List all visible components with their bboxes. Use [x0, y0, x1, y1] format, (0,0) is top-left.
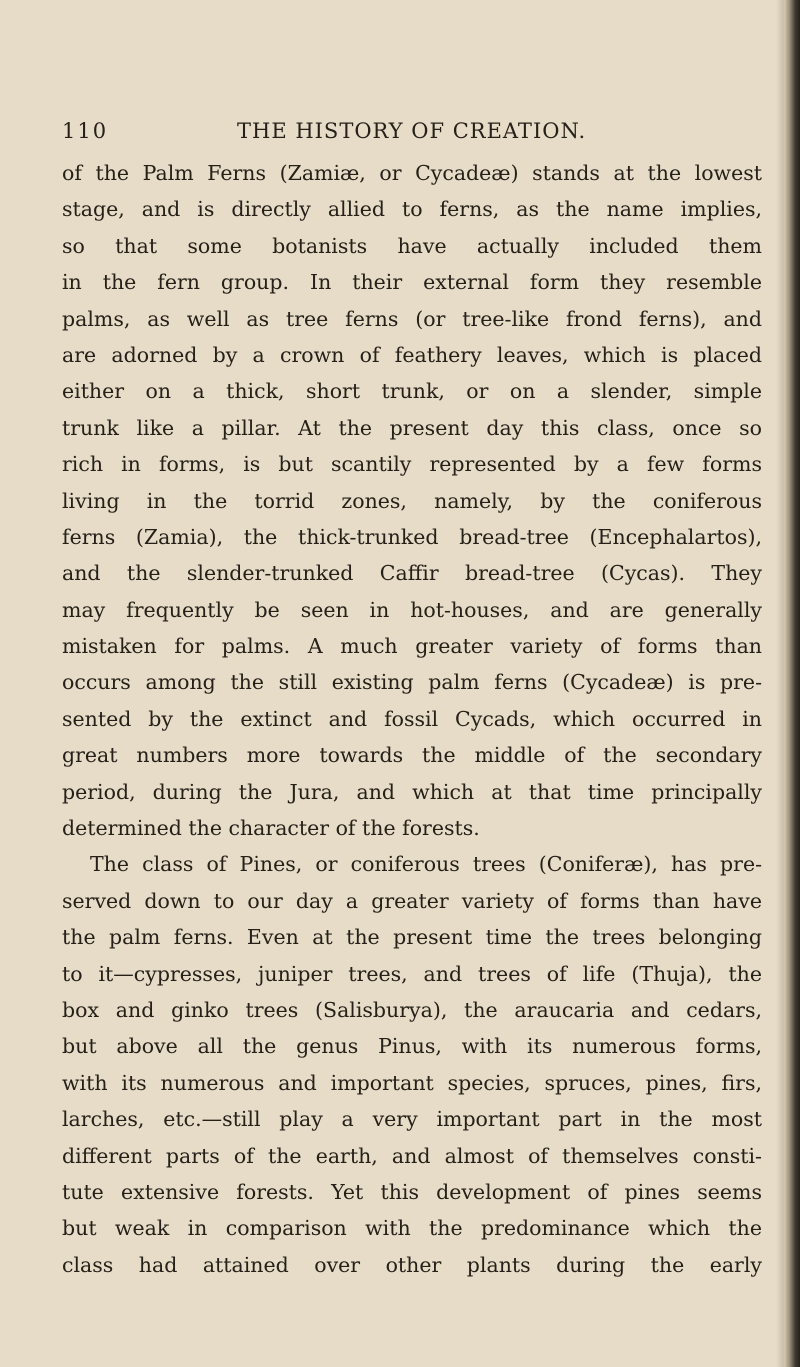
text-line: rich in forms, is but scantily represented by a few forms	[62, 452, 762, 477]
text-line: and the slender-trunked Caffir bread-tree (Cycas). They	[62, 561, 762, 586]
text-line: the palm ferns. Even at the present time the trees belonging	[62, 925, 762, 950]
text-line: larches, etc.—still play a very important part in the most	[62, 1107, 762, 1132]
text-line: with its numerous and important species, spruces, pines, firs,	[62, 1070, 762, 1095]
text-line: of the Palm Ferns (Zamiæ, or Cycadeæ) stands at the lowest	[62, 161, 762, 185]
text-line: served down to our day a greater variety of forms than have	[62, 888, 762, 913]
text-line: may frequently be seen in hot-houses, and are generally	[62, 597, 762, 622]
text-line: tute extensive forests. Yet this development of pines seems	[62, 1179, 762, 1204]
text-line: in the fern group. In their external form they resemble	[62, 270, 762, 295]
running-head: THE HISTORY OF CREATION.	[237, 119, 587, 143]
text-line: sented by the extinct and fossil Cycads, which occurred in	[62, 706, 762, 731]
text-line: occurs among the still existing palm ferns (Cycadeæ) is pre-	[62, 670, 762, 695]
body-text	[62, 155, 762, 1283]
page-number: 110	[62, 119, 109, 143]
page-header	[62, 114, 762, 148]
text-line: trunk like a pillar. At the present day this class, once so	[62, 415, 762, 440]
text-line: stage, and is directly allied to ferns, as the name implies,	[62, 197, 762, 222]
text-line: but weak in comparison with the predominance which the	[62, 1216, 762, 1241]
text-line: The class of Pines, or coniferous trees (Coniferæ), has pre-	[90, 852, 762, 877]
text-line: box and ginko trees (Salisburya), the araucaria and cedars,	[62, 997, 762, 1022]
text-line: so that some botanists have actually included them	[62, 233, 762, 258]
text-line: mistaken for palms. A much greater variety of forms than	[62, 634, 762, 659]
text-line: but above all the genus Pinus, with its numerous forms,	[62, 1034, 762, 1059]
text-line: period, during the Jura, and which at that time principally	[62, 779, 762, 804]
text-line: are adorned by a crown of feathery leaves, which is placed	[62, 342, 762, 367]
text-line: to it—cypresses, juniper trees, and trees of life (Thuja), the	[62, 961, 762, 986]
text-line: either on a thick, short trunk, or on a slender, simple	[62, 379, 762, 404]
text-line: different parts of the earth, and almost of themselves consti-	[62, 1143, 762, 1168]
book-edge	[784, 0, 800, 1367]
text-line: ferns (Zamia), the thick-trunked bread-tree (Encephalartos),	[62, 524, 762, 549]
text-line: class had attained over other plants during the early	[62, 1252, 762, 1277]
text-line: great numbers more towards the middle of the secondary	[62, 743, 762, 768]
text-line: determined the character of the forests.	[62, 816, 480, 841]
text-line: living in the torrid zones, namely, by the coniferous	[62, 488, 762, 513]
text-line: palms, as well as tree ferns (or tree-like frond ferns), and	[62, 306, 762, 331]
